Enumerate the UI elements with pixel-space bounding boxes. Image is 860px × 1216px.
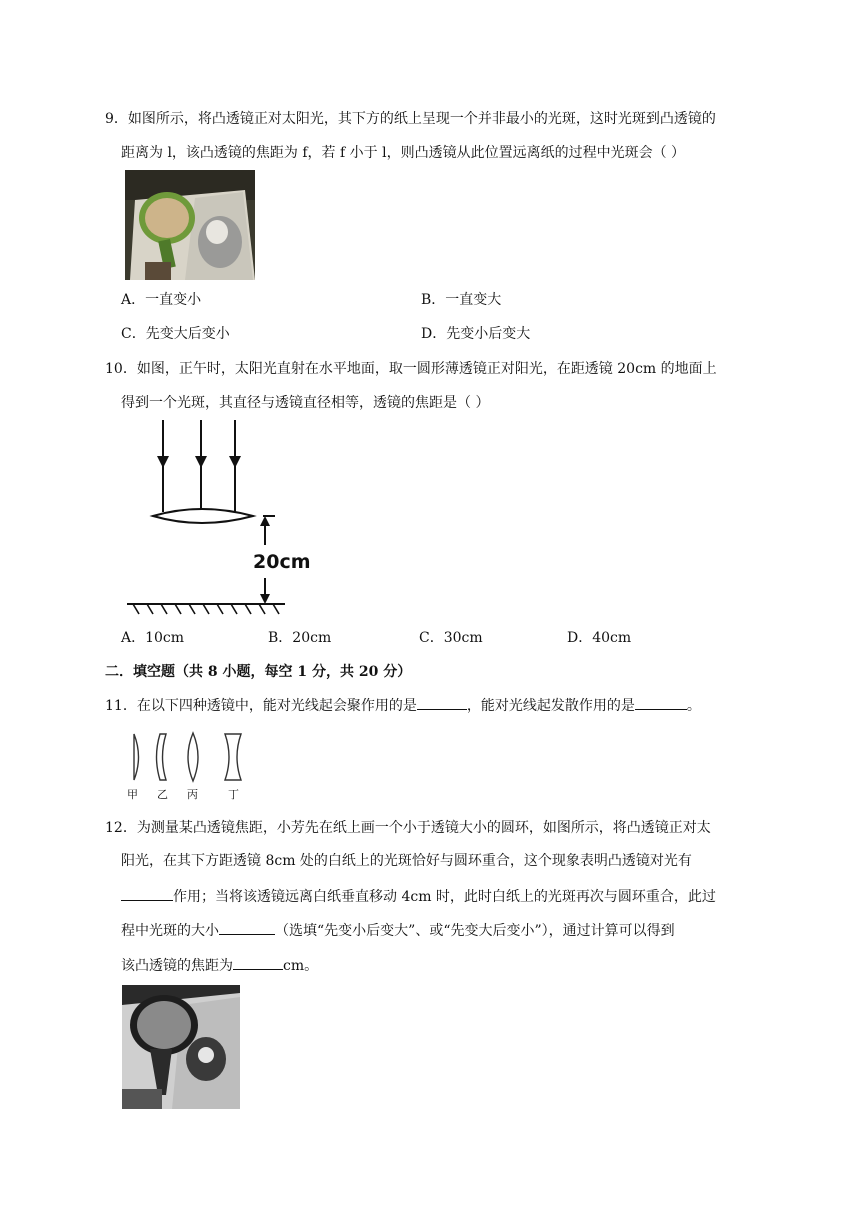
q12-blank-focal-length[interactable] xyxy=(233,955,283,970)
q10-option-c[interactable]: C．30cm xyxy=(419,630,483,646)
q9-option-b[interactable]: B．一直变大 xyxy=(421,292,502,308)
q12-blank-effect[interactable] xyxy=(121,886,173,901)
q12-line-5-before: 该凸透镜的焦距为 xyxy=(121,958,233,974)
q12-line-4 xyxy=(121,920,675,941)
q9-photo xyxy=(125,170,255,280)
section-title-fill-in: 二．填空题（共 8 小题，每空 1 分，共 20 分） xyxy=(105,664,412,680)
q10-option-b[interactable]: B．20cm xyxy=(268,630,332,646)
q11-label-jia: 甲 xyxy=(127,788,138,801)
q11-blank-diverging[interactable] xyxy=(635,695,687,710)
q12-blank-spot-size[interactable] xyxy=(219,920,275,935)
q11-lens-figure xyxy=(125,730,255,804)
q12-line-3-text: 作用；当将该透镜远离白纸垂直移动 4cm 时，此时白纸上的光斑再次与圆环重合，此过 xyxy=(173,889,716,905)
q12-line-3 xyxy=(121,886,716,907)
q9-option-d[interactable]: D．先变小后变大 xyxy=(421,326,531,342)
q12-line-4-after: （选填“先变小后变大”、或“先变大后变小”），通过计算可以得到 xyxy=(275,923,675,939)
q10-line-1: 10．如图，正午时，太阳光直射在水平地面，取一圆形薄透镜正对阳光，在距透镜 20cm 的地面上 xyxy=(105,361,717,377)
q11-label-yi: 乙 xyxy=(157,788,168,801)
q11-text-part1: 11．在以下四种透镜中，能对光线起会聚作用的是 xyxy=(105,698,417,714)
q12-line-2: 阳光，在其下方距透镜 8cm 处的白纸上的光斑恰好与圆环重合，这个现象表明凸透镜对光有 xyxy=(121,853,692,869)
q11-label-bing: 丙 xyxy=(187,788,198,801)
q12-line-1: 12．为测量某凸透镜焦距，小芳先在纸上画一个小于透镜大小的圆环，如图所示，将凸透镜正对太 xyxy=(105,820,711,836)
q10-option-a[interactable]: A．10cm xyxy=(121,630,185,646)
q9-line-1: 9．如图所示，将凸透镜正对太阳光，其下方的纸上呈现一个并非最小的光斑，这时光斑到凸透镜的 xyxy=(105,111,716,127)
q11-blank-converging[interactable] xyxy=(417,695,467,710)
q12-line-5 xyxy=(121,955,318,976)
q12-line-4-before: 程中光斑的大小 xyxy=(121,923,219,939)
q11-line xyxy=(105,695,701,716)
q9-option-a[interactable]: A．一直变小 xyxy=(121,292,202,308)
q10-option-d[interactable]: D．40cm xyxy=(567,630,632,646)
q10-line-2: 得到一个光斑，其直径与透镜直径相等，透镜的焦距是（ ） xyxy=(121,395,490,411)
q11-text-part3: 。 xyxy=(686,698,701,714)
q10-distance-label: 20cm xyxy=(253,551,311,573)
q10-lens-diagram xyxy=(125,420,310,620)
q11-text-part2: ，能对光线起发散作用的是 xyxy=(466,698,635,714)
q12-photo xyxy=(122,985,240,1109)
q9-option-c[interactable]: C．先变大后变小 xyxy=(121,326,230,342)
q9-line-2: 距离为 l，该凸透镜的焦距为 f，若 f 小于 l，则凸透镜从此位置远离纸的过程中光斑会（ ） xyxy=(121,145,686,161)
q11-label-ding: 丁 xyxy=(228,788,239,801)
q12-line-5-after: cm。 xyxy=(283,958,319,974)
